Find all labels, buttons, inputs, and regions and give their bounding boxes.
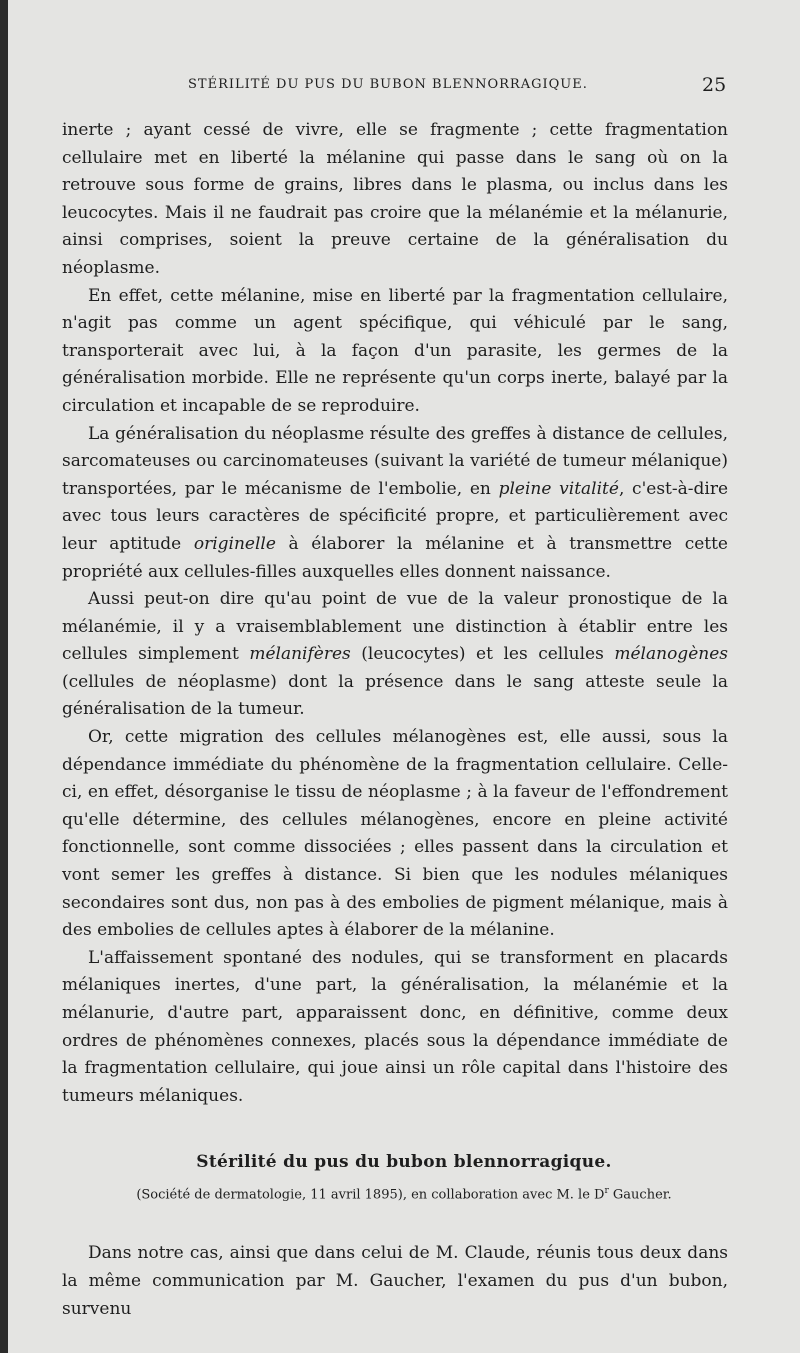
paragraph: Dans notre cas, ainsi que dans celui de M. Claude, réunis tous deux dans la même communication par M. Gaucher, l'examen du pus d'un bubon, survenu	[62, 1243, 728, 1319]
text-run: La généralisation du néoplasme résulte des greffes à distance de cellules, sarcomateuses ou carcinomateuses (suivant la variété de tumeur mélanique) transportées, par le mécanisme de l'embolie, en	[62, 423, 728, 499]
section-title: Stérilité du pus du bubon blennorragique.	[196, 1152, 612, 1172]
text-run: L'affaissement spontané des nodules, qui se transforment en placards mélaniques inertes, d'une part, la généralisation, la mélanémie et la mélanurie, d'autre part, apparaissent donc, en définitive, comme deux ordres de phénomènes connexes, placés sous la dépendance immédiate de la fragmentation cellulaire, qui joue ainsi un rôle capital dans l'histoire des tumeurs mélaniques.	[62, 947, 728, 1106]
book-page	[8, 0, 800, 1353]
paragraph	[62, 283, 728, 421]
section-subtitle-text: (Société de dermatologie, 11 avril 1895), en collaboration avec M. le D	[136, 1187, 605, 1203]
section-subtitle-end: Gaucher.	[608, 1187, 672, 1203]
italic-term: mélanogènes	[614, 644, 728, 665]
page-number: 25	[702, 74, 727, 96]
text-run: , c'est-à-dire avec tous leurs caractères de spécificité propre, et particulièrement avec leur aptitude	[62, 478, 729, 554]
text-run: à élaborer la mélanine et à transmettre cette propriété aux cellules-filles auxquelles elles donnent naissance.	[62, 533, 728, 582]
main-text	[62, 117, 728, 1110]
italic-term: mélanifères	[249, 644, 351, 665]
text-run: Or, cette migration des cellules mélanogènes est, elle aussi, sous la dépendance immédiate du phénomène de la fragmentation cellulaire. Celle-ci, en effet, désorganise le tissu de néoplasme ; à la faveur de l'effondrement qu'elle détermine, des cellules mélanogènes, encore en pleine activité fonctionnelle, sont comme dissociées ; elles passent dans la circulation et vont semer les greffes à distance. Si bien que les nodules mélaniques secondaires sont dus, non pas à des embolies de pigment mélanique, mais à des embolies de cellules aptes à élaborer de la mélanine.	[62, 727, 728, 941]
text-run: Aussi peut-on dire qu'au point de vue de la valeur pronostique de la mélanémie, il y a vraisemblablement une distinction à établir entre les cellules simplement	[62, 589, 728, 665]
italic-term: pleine vitalité	[498, 478, 619, 499]
running-head	[8, 74, 800, 101]
section-subtitle-sup: r	[604, 1186, 609, 1196]
closing-paragraph	[62, 1239, 728, 1323]
text-run: En effet, cette mélanine, mise en liberté par la fragmentation cellulaire, n'agit pas comme un agent spécifique, qui véhiculé par le sang, transporterait avec lui, à la façon d'un parasite, les germes de la généralisation morbide. Elle ne représente qu'un corps inerte, balayé par la circulation et incapable de se reproduire.	[62, 285, 728, 416]
italic-term: originelle	[193, 533, 276, 554]
paragraph	[62, 117, 728, 283]
text-run: (leucocytes) et les cellules	[350, 644, 615, 665]
running-title: STÉRILITÉ DU PUS DU BUBON BLENNORRAGIQUE.	[188, 77, 588, 92]
text-run: (cellules de néoplasme) dont la présence dans le sang atteste seule la généralisation de la tumeur.	[62, 671, 728, 720]
paragraph	[62, 586, 728, 724]
paragraph	[62, 421, 728, 587]
paragraph	[62, 945, 728, 1111]
section-subtitle	[8, 1186, 800, 1202]
paragraph	[62, 724, 728, 945]
text-run: inerte ; ayant cessé de vivre, elle se fragmente ; cette fragmentation cellulaire met en liberté la mélanine qui passe dans le sang où on la retrouve sous forme de grains, libres dans le plasma, ou inclus dans les leucocytes. Mais il ne faudrait pas croire que la mélanémie et la mélanurie, ainsi comprises, soient la preuve certaine de la généralisation du néoplasme.	[62, 120, 728, 278]
